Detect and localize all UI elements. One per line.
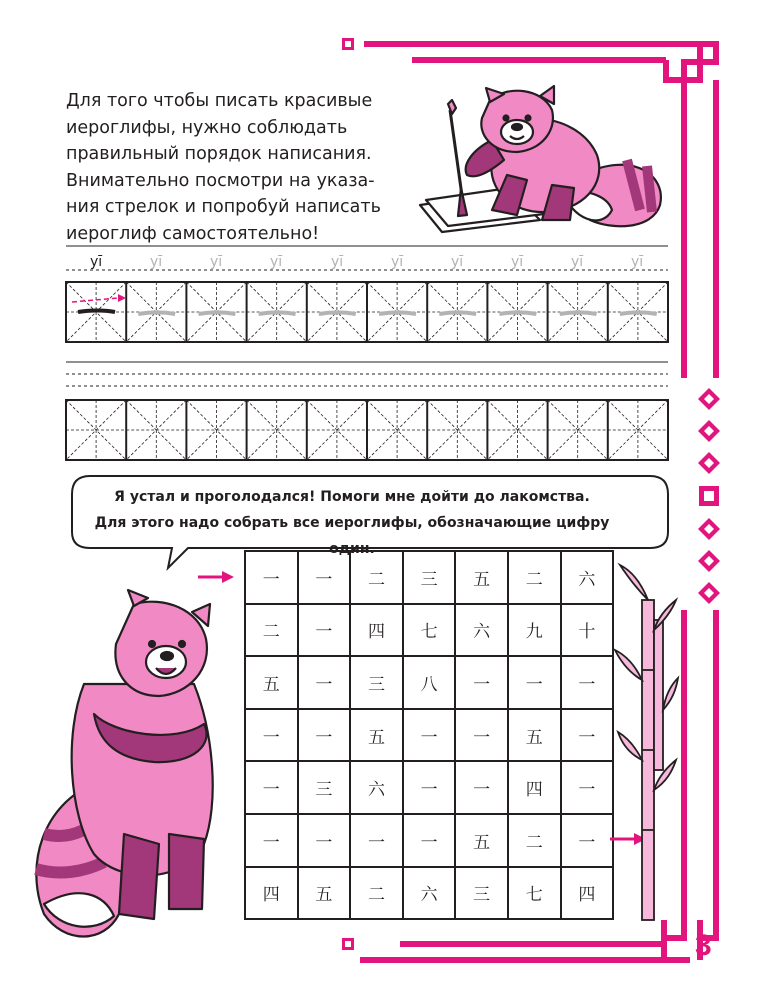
pinyin-label: yī xyxy=(90,254,103,270)
intro-line: иероглиф самостоятельно! xyxy=(66,223,320,244)
maze-row xyxy=(245,551,613,604)
hieroglyph-maze xyxy=(244,550,614,920)
maze-cell[interactable]: 三 xyxy=(403,551,456,604)
intro-line: ния стрелок и попробуй написать xyxy=(66,197,381,217)
maze-cell[interactable]: 一 xyxy=(561,814,614,867)
intro-line: Для того чтобы писать красивые xyxy=(66,91,373,111)
maze-cell[interactable]: 五 xyxy=(455,551,508,604)
maze-cell[interactable]: 五 xyxy=(508,709,561,762)
pinyin-label: yī xyxy=(391,254,404,270)
maze-cell[interactable]: 四 xyxy=(245,867,298,920)
maze-cell[interactable]: 二 xyxy=(245,604,298,657)
maze-cell[interactable]: 二 xyxy=(350,551,403,604)
pinyin-label: yī xyxy=(210,254,223,270)
pinyin-label: yī xyxy=(451,254,464,270)
maze-cell[interactable]: 二 xyxy=(508,814,561,867)
pinyin-label: yī xyxy=(511,254,524,270)
maze-cell[interactable]: 一 xyxy=(561,761,614,814)
maze-cell[interactable]: 一 xyxy=(298,551,351,604)
trace-stroke xyxy=(319,313,356,315)
maze-cell[interactable]: 三 xyxy=(350,656,403,709)
maze-row xyxy=(245,656,613,709)
maze-cell[interactable]: 一 xyxy=(403,761,456,814)
bamboo-illustration xyxy=(610,560,680,930)
maze-cell[interactable]: 一 xyxy=(403,814,456,867)
trace-stroke xyxy=(499,313,536,315)
trace-stroke xyxy=(138,313,175,315)
maze-cell[interactable]: 一 xyxy=(298,656,351,709)
pinyin-label: yī xyxy=(571,254,584,270)
maze-cell[interactable]: 二 xyxy=(350,867,403,920)
bubble-line: Для этого надо собрать все иероглифы, обозначающие цифру один. xyxy=(94,515,610,557)
page-number: 3 xyxy=(695,929,712,962)
maze-row xyxy=(245,761,613,814)
pinyin-label: yī xyxy=(631,254,644,270)
pinyin-label: yī xyxy=(270,254,283,270)
maze-cell[interactable]: 一 xyxy=(455,656,508,709)
maze-cell[interactable]: 一 xyxy=(455,709,508,762)
maze-cell[interactable]: 一 xyxy=(350,814,403,867)
maze-cell[interactable]: 八 xyxy=(403,656,456,709)
maze-cell[interactable]: 三 xyxy=(298,761,351,814)
maze-cell[interactable]: 一 xyxy=(561,656,614,709)
maze-cell[interactable]: 一 xyxy=(561,709,614,762)
maze-cell[interactable]: 一 xyxy=(455,761,508,814)
maze-row xyxy=(245,814,613,867)
maze-cell[interactable]: 三 xyxy=(455,867,508,920)
maze-cell[interactable]: 一 xyxy=(508,656,561,709)
intro-line: правильный порядок написания. xyxy=(66,144,372,164)
maze-cell[interactable]: 五 xyxy=(350,709,403,762)
maze-cell[interactable]: 六 xyxy=(403,867,456,920)
maze-cell[interactable]: 十 xyxy=(561,604,614,657)
maze-cell[interactable]: 六 xyxy=(350,761,403,814)
trace-stroke xyxy=(379,313,416,315)
bubble-line: Я устал и проголодался! Помоги мне дойти до лакомства. xyxy=(114,489,590,505)
red-panda-painting-illustration xyxy=(412,80,682,250)
pinyin-label: yī xyxy=(150,254,163,270)
maze-row xyxy=(245,709,613,762)
maze-cell[interactable]: 一 xyxy=(245,761,298,814)
maze-cell[interactable]: 一 xyxy=(245,814,298,867)
writing-practice-area xyxy=(60,240,670,470)
maze-cell[interactable]: 六 xyxy=(455,604,508,657)
pinyin-label: yī xyxy=(331,254,344,270)
maze-cell[interactable]: 七 xyxy=(403,604,456,657)
maze-cell[interactable]: 五 xyxy=(455,814,508,867)
trace-stroke xyxy=(439,313,476,315)
maze-row xyxy=(245,867,613,920)
maze-cell[interactable]: 四 xyxy=(561,867,614,920)
intro-line: иероглифы, нужно соблюдать xyxy=(66,117,348,138)
maze-start-arrow xyxy=(196,569,236,585)
red-panda-standing-illustration xyxy=(24,584,224,954)
intro-paragraph xyxy=(66,88,402,247)
maze-cell[interactable]: 九 xyxy=(508,604,561,657)
maze-cell[interactable]: 五 xyxy=(245,656,298,709)
trace-stroke xyxy=(198,313,235,315)
maze-cell[interactable]: 二 xyxy=(508,551,561,604)
maze-cell[interactable]: 一 xyxy=(245,551,298,604)
trace-stroke xyxy=(620,313,657,315)
intro-line: Внимательно посмотри на указа- xyxy=(66,170,375,191)
stroke-order-example xyxy=(72,294,126,312)
maze-cell[interactable]: 一 xyxy=(298,814,351,867)
maze-cell[interactable]: 六 xyxy=(561,551,614,604)
maze-cell[interactable]: 七 xyxy=(508,867,561,920)
maze-cell[interactable]: 五 xyxy=(298,867,351,920)
maze-cell[interactable]: 一 xyxy=(245,709,298,762)
trace-stroke xyxy=(259,313,296,315)
maze-cell[interactable]: 四 xyxy=(508,761,561,814)
maze-cell[interactable]: 一 xyxy=(298,709,351,762)
maze-cell[interactable]: 一 xyxy=(298,604,351,657)
maze-cell[interactable]: 一 xyxy=(403,709,456,762)
maze-cell[interactable]: 四 xyxy=(350,604,403,657)
trace-stroke xyxy=(560,313,597,315)
maze-row xyxy=(245,604,613,657)
